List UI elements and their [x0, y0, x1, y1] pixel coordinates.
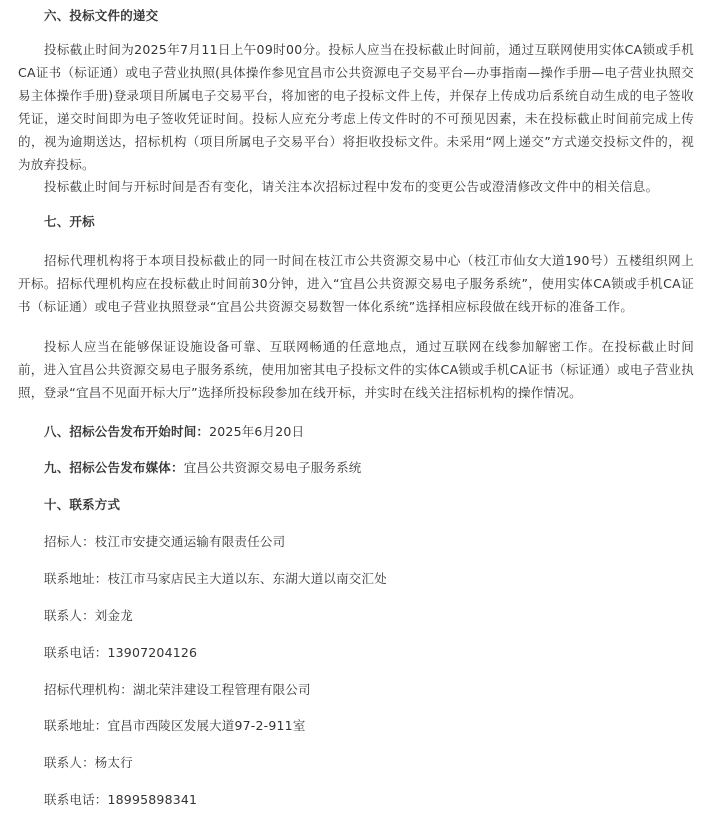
- contact-agency-phone: 联系电话：18995898341: [44, 792, 198, 807]
- contact-tenderer-phone: 联系电话：13907204126: [44, 645, 198, 660]
- section-6-paragraph-2: 投标截止时间与开标时间是否有变化，请关注本次招标过程中发布的变更公告或澄清修改文件中的相关信息。: [44, 179, 659, 194]
- section-9-value: 宜昌公共资源交易电子服务系统: [183, 460, 362, 475]
- section-7-paragraph-1: 招标代理机构将于本项目投标截止的同一时间在枝江市公共资源交易中心（枝江市仙女大道190号）五楼组织网上开标。招标代理机构应在投标截止时间前30分钟，进入“宜昌公共资源交易电子服务系统”，使用实体CA锁或手机CA证书（标证通）或电子营业执照登录“宜昌公共资源交易数智一体化系统”选择相应标段做在线开标的准备工作。: [18, 253, 694, 314]
- section-7-paragraph-2: 投标人应当在能够保证设施设备可靠、互联网畅通的任意地点，通过互联网在线参加解密工作。在投标截止时间前，进入宜昌公共资源交易电子服务系统，使用加密其电子投标文件的实体CA锁或手机CA证书（标证通）或电子营业执照，登录“宜昌不见面开标大厅”选择所投标段参加在线开标，并实时在线关注招标机构的操作情况。: [18, 339, 694, 400]
- section-8: [44, 422, 304, 442]
- contact-agency: 招标代理机构：湖北荣沣建设工程管理有限公司: [44, 682, 311, 697]
- section-7-heading: 七、开标: [44, 214, 95, 229]
- section-8-value: 2025年6月20日: [209, 424, 305, 439]
- contact-agency-address: 联系地址：宜昌市西陵区发展大道97-2-911室: [44, 718, 306, 733]
- section-9: [44, 458, 362, 478]
- contact-tenderer-address: 联系地址：枝江市马家店民主大道以东、东湖大道以南交汇处: [44, 571, 387, 586]
- section-9-heading: 九、招标公告发布媒体：: [44, 460, 184, 475]
- section-6-paragraph-1: 投标截止时间为2025年7月11日上午09时00分。投标人应当在投标截止时间前，通过互联网使用实体CA锁或手机CA证书（标证通）或电子营业执照(具体操作参见宜昌市公共资源电子交易平台—办事指南—操作手册—电子营业执照交易主体操作手册)登录项目所属电子交易平台，将加密的电子投标文件上传，并保存上传成功后系统自动生成的电子签收凭证，递交时间即为电子签收凭证时间。投标人应充分考虑上传文件时的不可预见因素，未在投标截止时间前完成上传的，视为逾期送达，招标机构（项目所属电子交易平台）将拒收投标文件。未采用“网上递交”方式递交投标文件的，视为放弃投标。: [18, 42, 694, 172]
- section-8-heading: 八、招标公告发布开始时间：: [44, 424, 210, 439]
- section-6-heading: 六、投标文件的递交: [44, 8, 159, 23]
- contact-tenderer-person: 联系人：刘金龙: [44, 608, 133, 623]
- contact-tenderer: 招标人：枝江市安捷交通运输有限责任公司: [44, 534, 286, 549]
- contact-agency-person: 联系人：杨太行: [44, 755, 133, 770]
- section-10-heading: 十、联系方式: [44, 497, 121, 512]
